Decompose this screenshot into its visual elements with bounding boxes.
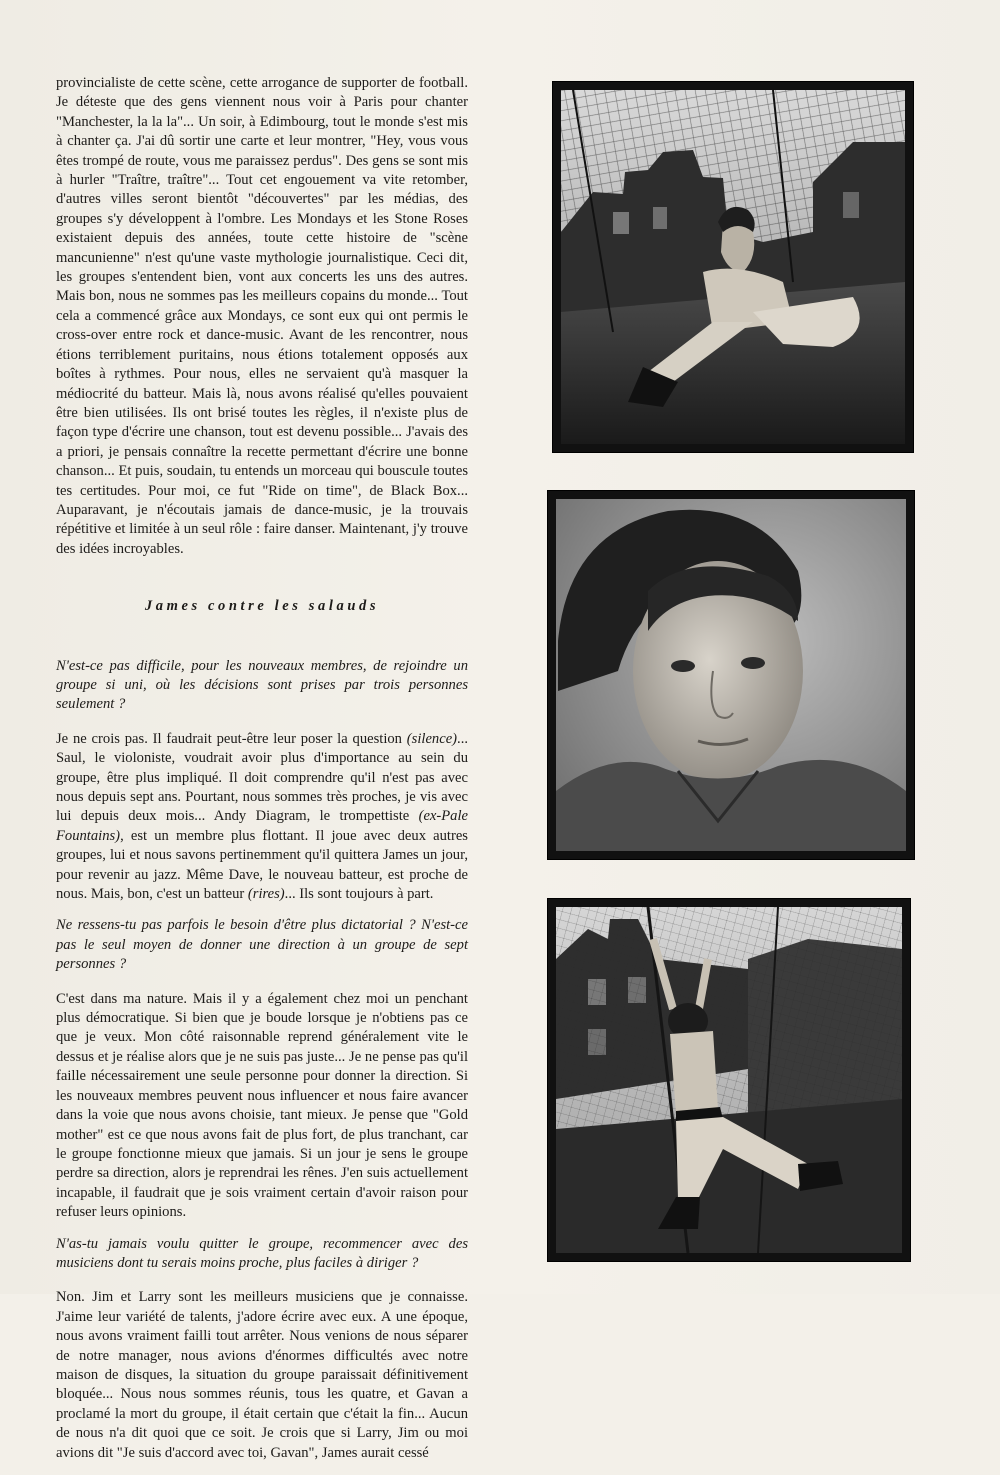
- answer-aside: (ex-Pale Fountains): [56, 808, 468, 844]
- answer-text: Je ne crois pas. Il faudrait peut-être leur poser la question: [56, 730, 407, 747]
- photo-sitting-on-grass: [553, 82, 913, 452]
- photo-sitting-on-grass-image: [553, 82, 913, 452]
- section-heading: James contre les salauds: [144, 598, 380, 615]
- interview-question: Ne ressens-tu pas parfois le besoin d'être plus dictatorial ? N'est-ce pas le seul moyen de donner une direction à un groupe de sept personnes ?: [56, 917, 468, 973]
- interview-question: N'as-tu jamais voulu quitter le groupe, recommencer avec des musiciens dont tu serais moins proche, plus faciles à diriger ?: [56, 1235, 468, 1271]
- answer-text: ... Saul, le violoniste, voudrait avoir plus d'importance au sein du groupe, être plus impliqué. Il doit comprendre qu'il n'est pas avec nous depuis sept ans. Pourtant, nous sommes très proches, je vis avec lui depuis deux mois... Andy Diagram, le trompettiste: [56, 730, 468, 825]
- interview-answer: Non. Jim et Larry sont les meilleurs musiciens que je connaisse. J'aime leur variété de talents, j'adore écrire avec eux. A une époque, nous avons vraiment failli tout arrêter. Nous venions de nous séparer de notre manager, nous avions d'énormes difficultés avec notre maison de disques, la situation du groupe paraissait définitivement bloquée... Nous nous sommes réunis, tous les quatre, et Gavan a proclamé la mort du groupe, il était certain que c'était la fin... Aucun de nous n'a dit quoi que ce soit. Je crois que si Larry, Jim ou moi avions dit "Je suis d'accord avec toi, Gavan", James aurait cessé: [56, 1289, 468, 1461]
- photo-portrait-image: [548, 491, 914, 859]
- answer-text: ... Ils sont toujours à part.: [284, 886, 434, 903]
- photo-hanging-on-fence: [548, 899, 910, 1261]
- answer-aside: (rires): [247, 886, 285, 903]
- photo-hanging-on-fence-image: [548, 899, 910, 1261]
- answer-aside: (silence): [406, 730, 458, 747]
- answer-text: , est un membre plus flottant. Il joue avec deux autres groupes, lui et nous savons pertinemment qu'il quittera James un jour, pour revenir au jazz. Même Dave, le nouveau batteur, est proche de nous. Mais, bon, c'est un batteur: [56, 827, 468, 903]
- photo-portrait: [548, 491, 914, 859]
- interview-answer: [56, 730, 468, 905]
- article-paragraph: provincialiste de cette scène, cette arrogance de supporter de football. Je déteste que des gens viennent nous voir à Paris pour chanter "Manchester, la la la"... Un soir, à Edimbourg, tout le monde s'est mis à chanter ça. J'ai dû sortir une carte et leur montrer, "Hey, vous vous êtes trompé de route, vous me paraissez perdus". Des gens se sont mis à hurler "Traître, traître"... Tout cet engouement va vite retomber, d'autres villes seront bientôt "découvertes" par les médias, des groupes s'y développent à l'ombre. Les Mondays et les Stone Roses existaient depuis des années, toute cette histoire de "scène mancunienne" n'est qu'une vaste mythologie journalistique. Ceci dit, les groupes s'entendent bien, vont aux concerts les uns des autres. Mais bon, nous ne sommes pas les meilleurs copains du monde... Tout cela a commencé grâce aux Mondays, ce sont eux qui ont permis le cross-over entre rock et dance-music. Avant de les rencontrer, nous étions terriblement puritains, nous étions totalement opposés aux boîtes à rythmes. Pour nous, elles ne servaient qu'à masquer la médiocrité du batteur. Mais là, nous avons réalisé qu'elles pouvaient être bien utilisées. Ils ont brisé toutes les règles, il n'existe plus de façon type d'écrire une chanson, tout est devenu possible... J'avais des a priori, je pensais connaître la recette permettant d'écrire une bonne chanson... Et puis, soudain, tu entends un morceau qui bouscule toutes tes certitudes. Pour moi, ce fut "Ride on time", de Black Box... Auparavant, je n'écoutais jamais de dance-music, je la trouvais répétitive et limitée à un seul rôle : faire danser. Maintenant, j'y trouve des idées incroyables.: [56, 75, 468, 557]
- interview-answer: C'est dans ma nature. Mais il y a également chez moi un penchant plus démocratique. Si bien que je boude lorsque je n'obtiens pas ce que je veux. Mon côté raisonnable reprend généralement vite le dessus et je réalise alors que je ne suis pas juste... Je ne pense pas qu'il faille nécessairement une seule personne pour donner la direction. Si les nouveaux membres peuvent nous influencer et nous faire avancer dans la voie que nous avons choisie, tant mieux. Je pense que "Gold mother" est ce que nous avons fait de plus fort, de plus tranchant, car le groupe fonctionne mieux que jamais. Si un jour je sens le groupe perdre sa direction, alors je reprendrai les rênes. J'en suis actuellement incapable, il faudrait que je sois vraiment certain d'avoir raison pour refuser leurs opinions.: [56, 990, 468, 1221]
- interview-question: N'est-ce pas difficile, pour les nouveaux membres, de rejoindre un groupe si uni, où les décisions sont prises par trois personnes seulement ?: [56, 657, 468, 713]
- article-column: [56, 74, 468, 1475]
